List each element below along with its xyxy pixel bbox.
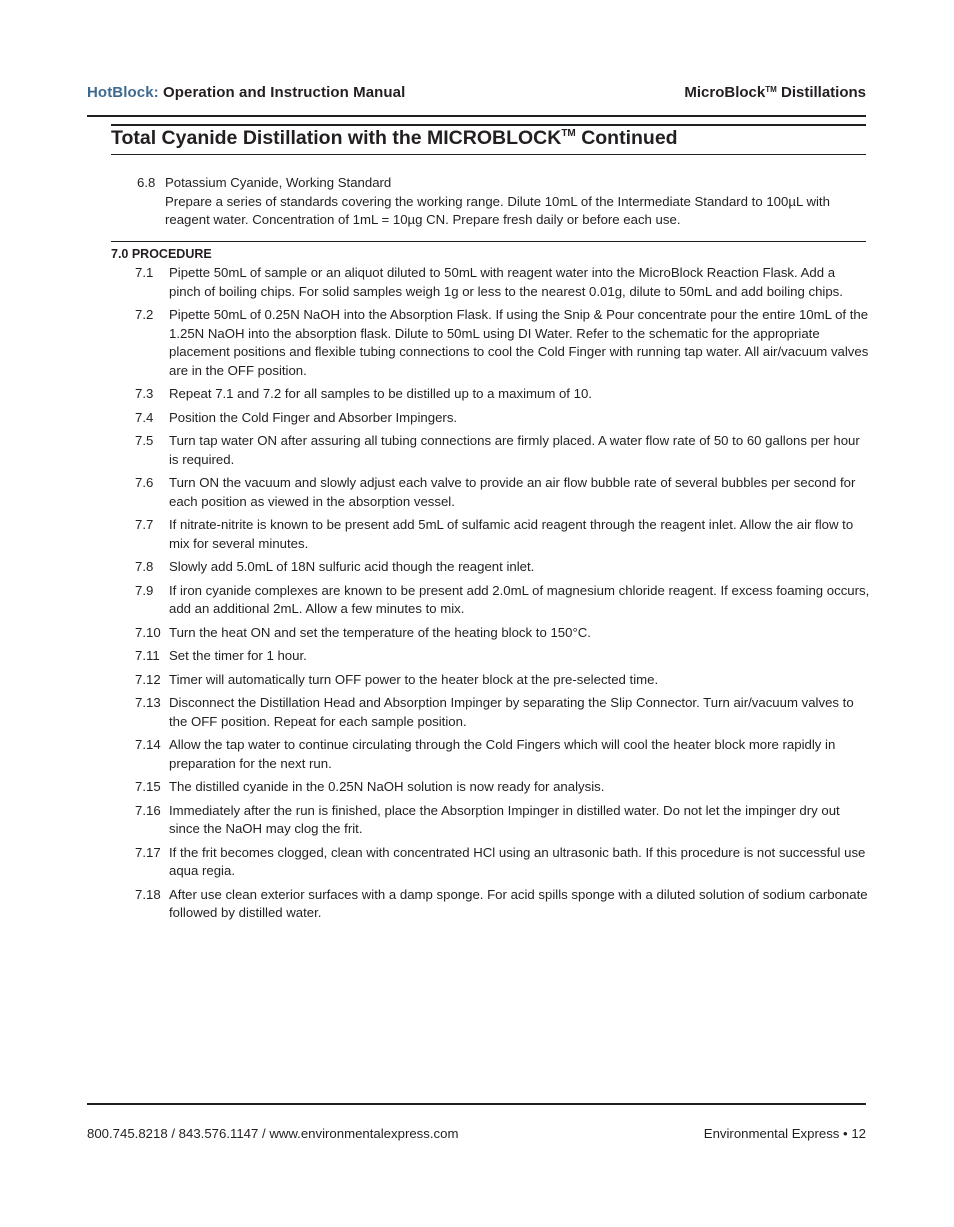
procedure-step-number: 7.6 (135, 475, 154, 490)
title-rule-bottom (111, 154, 866, 155)
procedure-step (135, 385, 870, 404)
procedure-step (135, 778, 870, 797)
title-rule-top (111, 124, 866, 126)
procedure-step-text: Turn ON the vacuum and slowly adjust each valve to provide an air flow bubble rate of several bubbles per second for each position as viewed in the absorption vessel. (169, 475, 856, 509)
procedure-step-number: 7.13 (135, 695, 161, 710)
footer-rule (87, 1103, 866, 1105)
procedure-step (135, 409, 870, 428)
procedure-step-number: 7.17 (135, 844, 161, 860)
procedure-step-text: Allow the tap water to continue circulating through the Cold Fingers which will cool the heater block more rapidly in preparation for the next run. (169, 737, 836, 771)
procedure-step-number: 7.16 (135, 802, 161, 818)
procedure-step (135, 671, 870, 690)
procedure-step-text: Position the Cold Finger and Absorber Impingers. (169, 409, 458, 425)
procedure-step-number: 7.4 (135, 409, 154, 425)
procedure-step-text: Immediately after the run is finished, place the Absorption Impinger in distilled water. Do not let the impinger dry out since the NaOH may clog the frit. (169, 802, 840, 836)
header-section-suffix: Distillations (780, 84, 866, 101)
header-manual-title (87, 84, 405, 101)
working-standard-heading: Potassium Cyanide, Working Standard (165, 175, 392, 190)
procedure-step-number: 7.10 (135, 624, 161, 640)
header-section-name: MicroBlock (684, 84, 766, 101)
header-title-text: Operation and Instruction Manual (163, 84, 406, 101)
page-title (111, 127, 678, 150)
procedure-heading: 7.0 PROCEDURE (111, 247, 212, 261)
procedure-step-text: If iron cyanide complexes are known to be present add 2.0mL of magnesium chloride reagent. If excess foaming occurs, add an additional 2mL. Allow a few minutes to mix. (169, 582, 870, 616)
procedure-step-number: 7.14 (135, 737, 161, 752)
working-standard-heading-row (137, 174, 872, 193)
footer-company-page: Environmental Express • 12 (703, 1126, 866, 1141)
procedure-step-number: 7.15 (135, 779, 161, 794)
page-title-main: Total Cyanide Distillation with the MICROBLOCK (111, 127, 562, 149)
procedure-step (135, 558, 870, 577)
procedure-step-text: If nitrate-nitrite is known to be present add 5mL of sulfamic acid reagent through the reagent inlet. Allow the air flow to mix for several minutes. (169, 517, 854, 551)
procedure-step-number: 7.7 (135, 517, 154, 532)
procedure-step (135, 264, 870, 301)
procedure-step-text: Slowly add 5.0mL of 18N sulfuric acid though the reagent inlet. (169, 559, 535, 574)
procedure-steps-list (135, 264, 870, 928)
footer-contact: 800.745.8218 / 843.576.1147 / www.environmentalexpress.com (87, 1126, 459, 1141)
working-standard-number: 6.8 (137, 175, 156, 190)
procedure-step (135, 802, 870, 839)
procedure-step-text: The distilled cyanide in the 0.25N NaOH solution is now ready for analysis. (169, 779, 605, 794)
procedure-step (135, 844, 870, 881)
procedure-step-number: 7.8 (135, 559, 154, 574)
procedure-step (135, 647, 870, 666)
procedure-step-text: Turn tap water ON after assuring all tubing connections are firmly placed. A water flow rate of 50 to 60 gallons per hour is required. (169, 433, 860, 467)
procedure-step-number: 7.1 (135, 265, 154, 280)
procedure-step-text: Pipette 50mL of sample or an aliquot diluted to 50mL with reagent water into the MicroBlock Reaction Flask. Add a pinch of boiling chips. For solid samples weigh 1g or less to the nearest 0.01g, dilute to 50mL and add boiling chips. (169, 265, 843, 299)
procedure-step (135, 432, 870, 469)
header-section-tm: TM (765, 85, 777, 94)
procedure-step-text: Turn the heat ON and set the temperature of the heating block to 150°C. (169, 624, 591, 640)
working-standard-description: Prepare a series of standards covering the working range. Dilute 10mL of the Intermediate Standard to 100µL with reagent water. Concentration of 1mL = 10µg CN. Prepare fresh daily or before each use. (165, 193, 830, 227)
procedure-step (135, 306, 870, 380)
procedure-step-number: 7.18 (135, 886, 161, 902)
header-section (684, 84, 866, 101)
procedure-step (135, 694, 870, 731)
procedure-step (135, 886, 870, 923)
procedure-step-number: 7.12 (135, 671, 161, 687)
procedure-step-number: 7.9 (135, 582, 154, 598)
procedure-step-number: 7.2 (135, 307, 154, 322)
procedure-step-text: Set the timer for 1 hour. (169, 648, 307, 663)
header-brand: HotBlock: (87, 84, 159, 101)
procedure-step-text: Repeat 7.1 and 7.2 for all samples to be distilled up to a maximum of 10. (169, 386, 592, 401)
procedure-step (135, 516, 870, 553)
procedure-step-text: Pipette 50mL of 0.25N NaOH into the Absorption Flask. If using the Snip & Pour concentrate pour the entire 10mL of the 1.25N NaOH into the absorption flask. Dilute to 50mL using DI Water. Refer to the schematic for the appropriate placement positions and flexible tubing connections to cool the Cold Finger with running tap water. All air/vacuum valves are in the OFF position. (169, 307, 869, 378)
procedure-step (135, 582, 870, 619)
procedure-rule (111, 241, 866, 242)
procedure-step (135, 736, 870, 773)
procedure-step-number: 7.3 (135, 386, 154, 401)
procedure-step-number: 7.5 (135, 433, 154, 448)
header-rule-top (87, 115, 866, 117)
working-standard-section (137, 174, 872, 230)
page-title-suffix: Continued (581, 127, 678, 149)
procedure-step (135, 474, 870, 511)
procedure-step-number: 7.11 (135, 648, 160, 663)
procedure-step-text: If the frit becomes clogged, clean with concentrated HCl using an ultrasonic bath. If this procedure is not successful use aqua regia. (169, 844, 866, 878)
page-title-tm: TM (561, 128, 576, 139)
procedure-step-text: After use clean exterior surfaces with a damp sponge. For acid spills sponge with a diluted solution of sodium carbonate followed by distilled water. (169, 886, 868, 920)
procedure-step (135, 624, 870, 643)
procedure-step-text: Timer will automatically turn OFF power to the heater block at the pre-selected time. (169, 671, 659, 687)
procedure-step-text: Disconnect the Distillation Head and Absorption Impinger by separating the Slip Connector. Turn air/vacuum valves to the OFF position. Repeat for each sample position. (169, 695, 854, 729)
